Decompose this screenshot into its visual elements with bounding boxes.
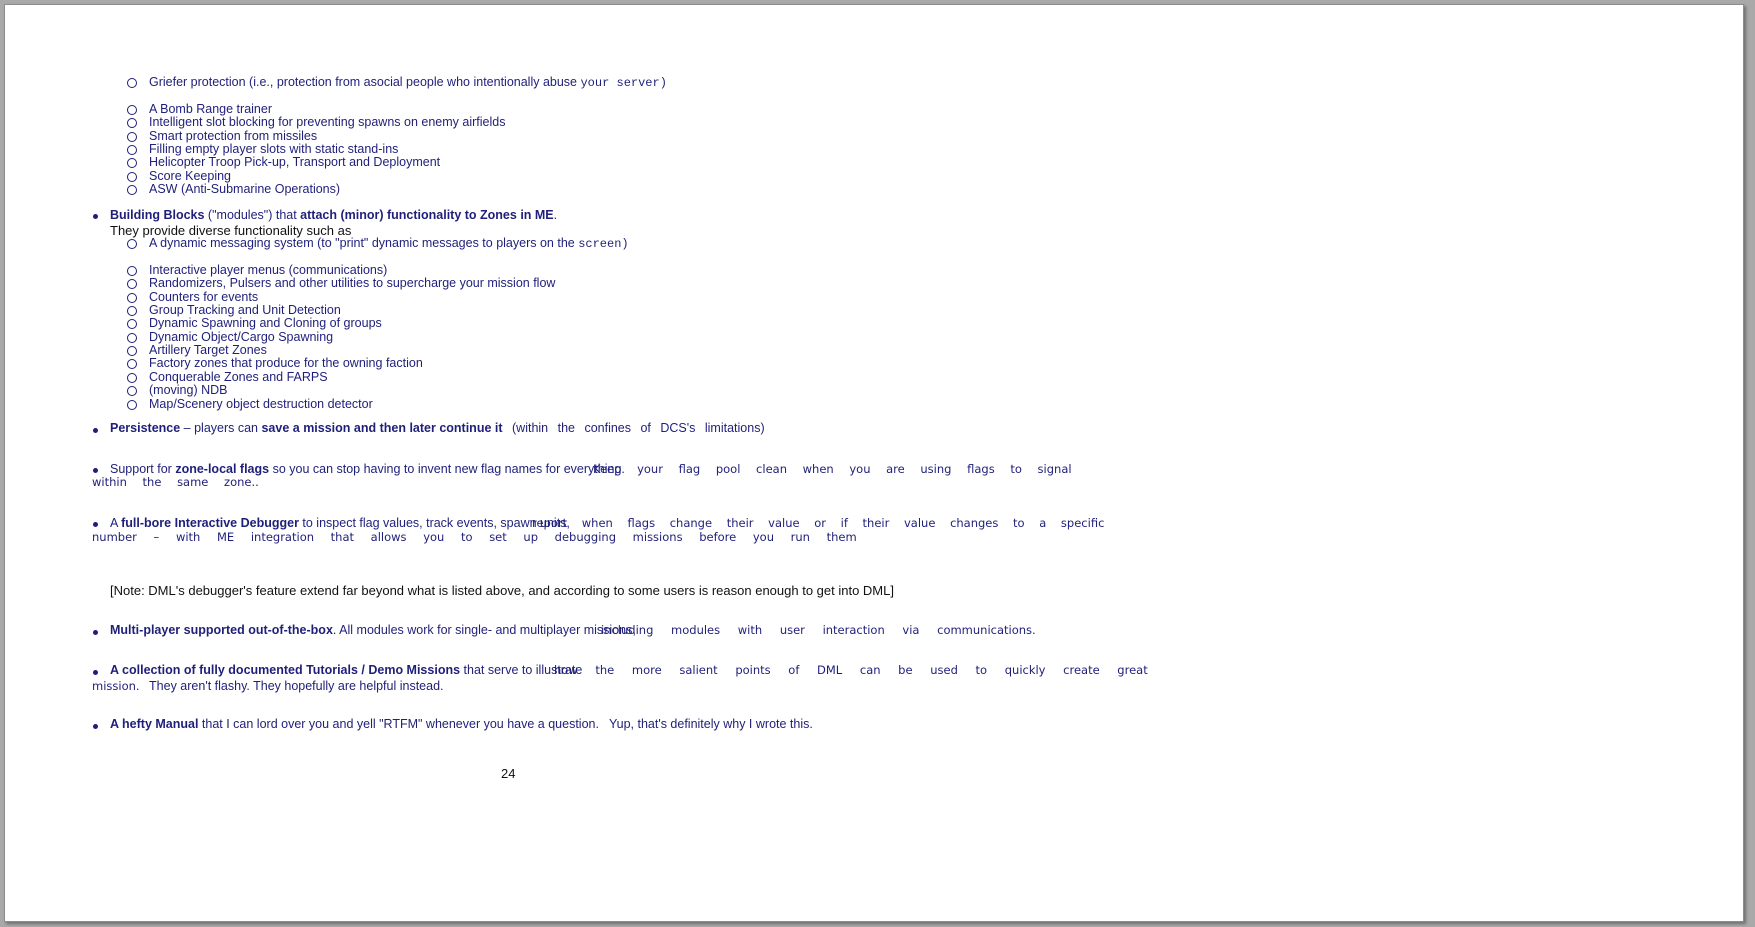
- messaging-text: A dynamic messaging system (to "print" dynamic messages to players on the: [149, 236, 579, 250]
- building-blocks-item: [110, 208, 557, 222]
- tutorials-bold: A collection of fully documented Tutorials / Demo Missions: [110, 663, 461, 677]
- multiplayer-bold: Multi-player supported out-of-the-box: [110, 623, 333, 637]
- circle-bullet-icon: [127, 158, 137, 168]
- griefer-item: [149, 75, 667, 90]
- circle-bullet-icon: [127, 306, 137, 316]
- persistence-end: (within the confines of DCS's limitations): [502, 421, 765, 435]
- bullet-icon: [93, 214, 98, 219]
- persistence-bold: Persistence: [110, 421, 181, 435]
- list-item: Randomizers, Pulsers and other utilities to supercharge your mission flow: [149, 276, 556, 291]
- messaging-mono: screen): [578, 237, 629, 251]
- zone-flags-pre: Support for: [110, 462, 176, 476]
- manual-item: [110, 717, 813, 731]
- persistence-mid: – players can: [180, 421, 262, 435]
- debugger-line2: number – with ME integration that allows you to set up debugging missions before you run them: [92, 530, 857, 544]
- zone-flags-item: [110, 462, 625, 476]
- multiplayer-mid: . All modules work for single- and multiplayer missions,: [332, 623, 636, 637]
- list-item: Score Keeping: [149, 168, 232, 183]
- griefer-text: Griefer protection (i.e., protection from asocial people who intentionally abuse: [149, 75, 581, 89]
- tutorials-line2b: They aren't flashy. They hopefully are helpful instead.: [149, 679, 444, 693]
- zone-flags-bold: zone-local flags: [175, 462, 270, 476]
- building-blocks-mid: ("modules") that: [204, 208, 301, 222]
- document-page: [4, 4, 1744, 922]
- building-blocks-bold2: attach (minor) functionality to Zones in ME: [300, 208, 554, 222]
- debugger-note: [Note: DML's debugger's feature extend far beyond what is listed above, and according to some users is reason enough to get into DML]: [110, 583, 894, 598]
- list-item: A Bomb Range trainer: [149, 102, 272, 116]
- list-item: Dynamic Object/Cargo Spawning: [149, 329, 334, 344]
- list-item: Intelligent slot blocking for preventing spawns on enemy airfields: [149, 115, 506, 130]
- circle-bullet-icon: [127, 185, 137, 195]
- building-blocks-bold: Building Blocks: [110, 208, 205, 222]
- bullet-icon: [93, 724, 98, 729]
- messaging-item: [149, 236, 629, 251]
- circle-bullet-icon: [127, 319, 137, 329]
- debugger-mid: to inspect flag values, track events, spawn units,: [298, 516, 570, 530]
- tutorials-line2: [92, 679, 444, 693]
- tutorials-item: [110, 663, 582, 677]
- list-item: Group Tracking and Unit Detection: [149, 303, 341, 318]
- circle-bullet-icon: [127, 118, 137, 128]
- manual-mid: that I can lord over you and yell "RTFM" whenever you have a question.: [198, 717, 599, 731]
- circle-bullet-icon: [127, 333, 137, 343]
- zone-flags-spread: Keep your flag pool clean when you are using flags to signal: [593, 462, 1072, 476]
- circle-bullet-icon: [127, 400, 137, 410]
- list-item: Counters for events: [149, 289, 259, 304]
- bullet-icon: [93, 468, 98, 473]
- list-item: Conquerable Zones and FARPS: [149, 369, 328, 384]
- circle-bullet-icon: [127, 293, 137, 303]
- building-blocks-line2: They provide diverse functionality such as: [110, 223, 352, 238]
- tutorials-mid: that serve to illustrate: [460, 663, 583, 677]
- circle-bullet-icon: [127, 105, 137, 115]
- persistence-item: [110, 421, 765, 435]
- circle-bullet-icon: [127, 78, 137, 88]
- circle-bullet-icon: [127, 239, 137, 249]
- bullet-icon: [93, 630, 98, 635]
- page-number: 24: [501, 766, 516, 781]
- circle-bullet-icon: [127, 145, 137, 155]
- zone-flags-mid: so you can stop having to invent new flag names for everything.: [269, 462, 625, 476]
- bullet-icon: [93, 522, 98, 527]
- list-item: Factory zones that produce for the owning faction: [149, 356, 423, 371]
- circle-bullet-icon: [127, 266, 137, 276]
- circle-bullet-icon: [127, 346, 137, 356]
- circle-bullet-icon: [127, 279, 137, 289]
- list-item: Filling empty player slots with static stand-ins: [149, 141, 399, 156]
- zone-flags-line2: within the same zone..: [92, 475, 259, 489]
- list-item: (moving) NDB: [149, 383, 228, 398]
- multiplayer-spread: including modules with user interaction via communications.: [601, 623, 1036, 637]
- list-item: ASW (Anti-Submarine Operations): [149, 181, 341, 196]
- circle-bullet-icon: [127, 386, 137, 396]
- multiplayer-item: [110, 623, 636, 637]
- bullet-icon: [93, 670, 98, 675]
- tutorials-line2a: mission.: [92, 679, 140, 693]
- debugger-spread: report when flags change their value or if their value changes to a specific: [532, 516, 1105, 530]
- persistence-bold2: save a mission and then later continue it: [261, 421, 503, 435]
- list-item: Smart protection from missiles: [149, 128, 318, 143]
- list-item: Artillery Target Zones: [149, 343, 267, 358]
- list-item: Map/Scenery object destruction detector: [149, 396, 373, 411]
- manual-end: Yup, that's definitely why I wrote this.: [608, 717, 813, 731]
- debugger-bold: full-bore Interactive Debugger: [121, 516, 299, 530]
- circle-bullet-icon: [127, 172, 137, 182]
- circle-bullet-icon: [127, 373, 137, 383]
- list-item: Interactive player menus (communications): [149, 263, 388, 277]
- griefer-mono: your server): [580, 76, 667, 90]
- manual-bold: A hefty Manual: [110, 717, 199, 731]
- debugger-item: [110, 516, 570, 530]
- list-item: Helicopter Troop Pick-up, Transport and Deployment: [149, 155, 441, 170]
- circle-bullet-icon: [127, 132, 137, 142]
- debugger-pre: A: [110, 516, 122, 530]
- list-item: Dynamic Spawning and Cloning of groups: [149, 316, 382, 331]
- bullet-icon: [93, 428, 98, 433]
- building-blocks-end: .: [553, 208, 558, 222]
- circle-bullet-icon: [127, 359, 137, 369]
- tutorials-spread: how the more salient points of DML can be used to quickly create great: [554, 663, 1148, 677]
